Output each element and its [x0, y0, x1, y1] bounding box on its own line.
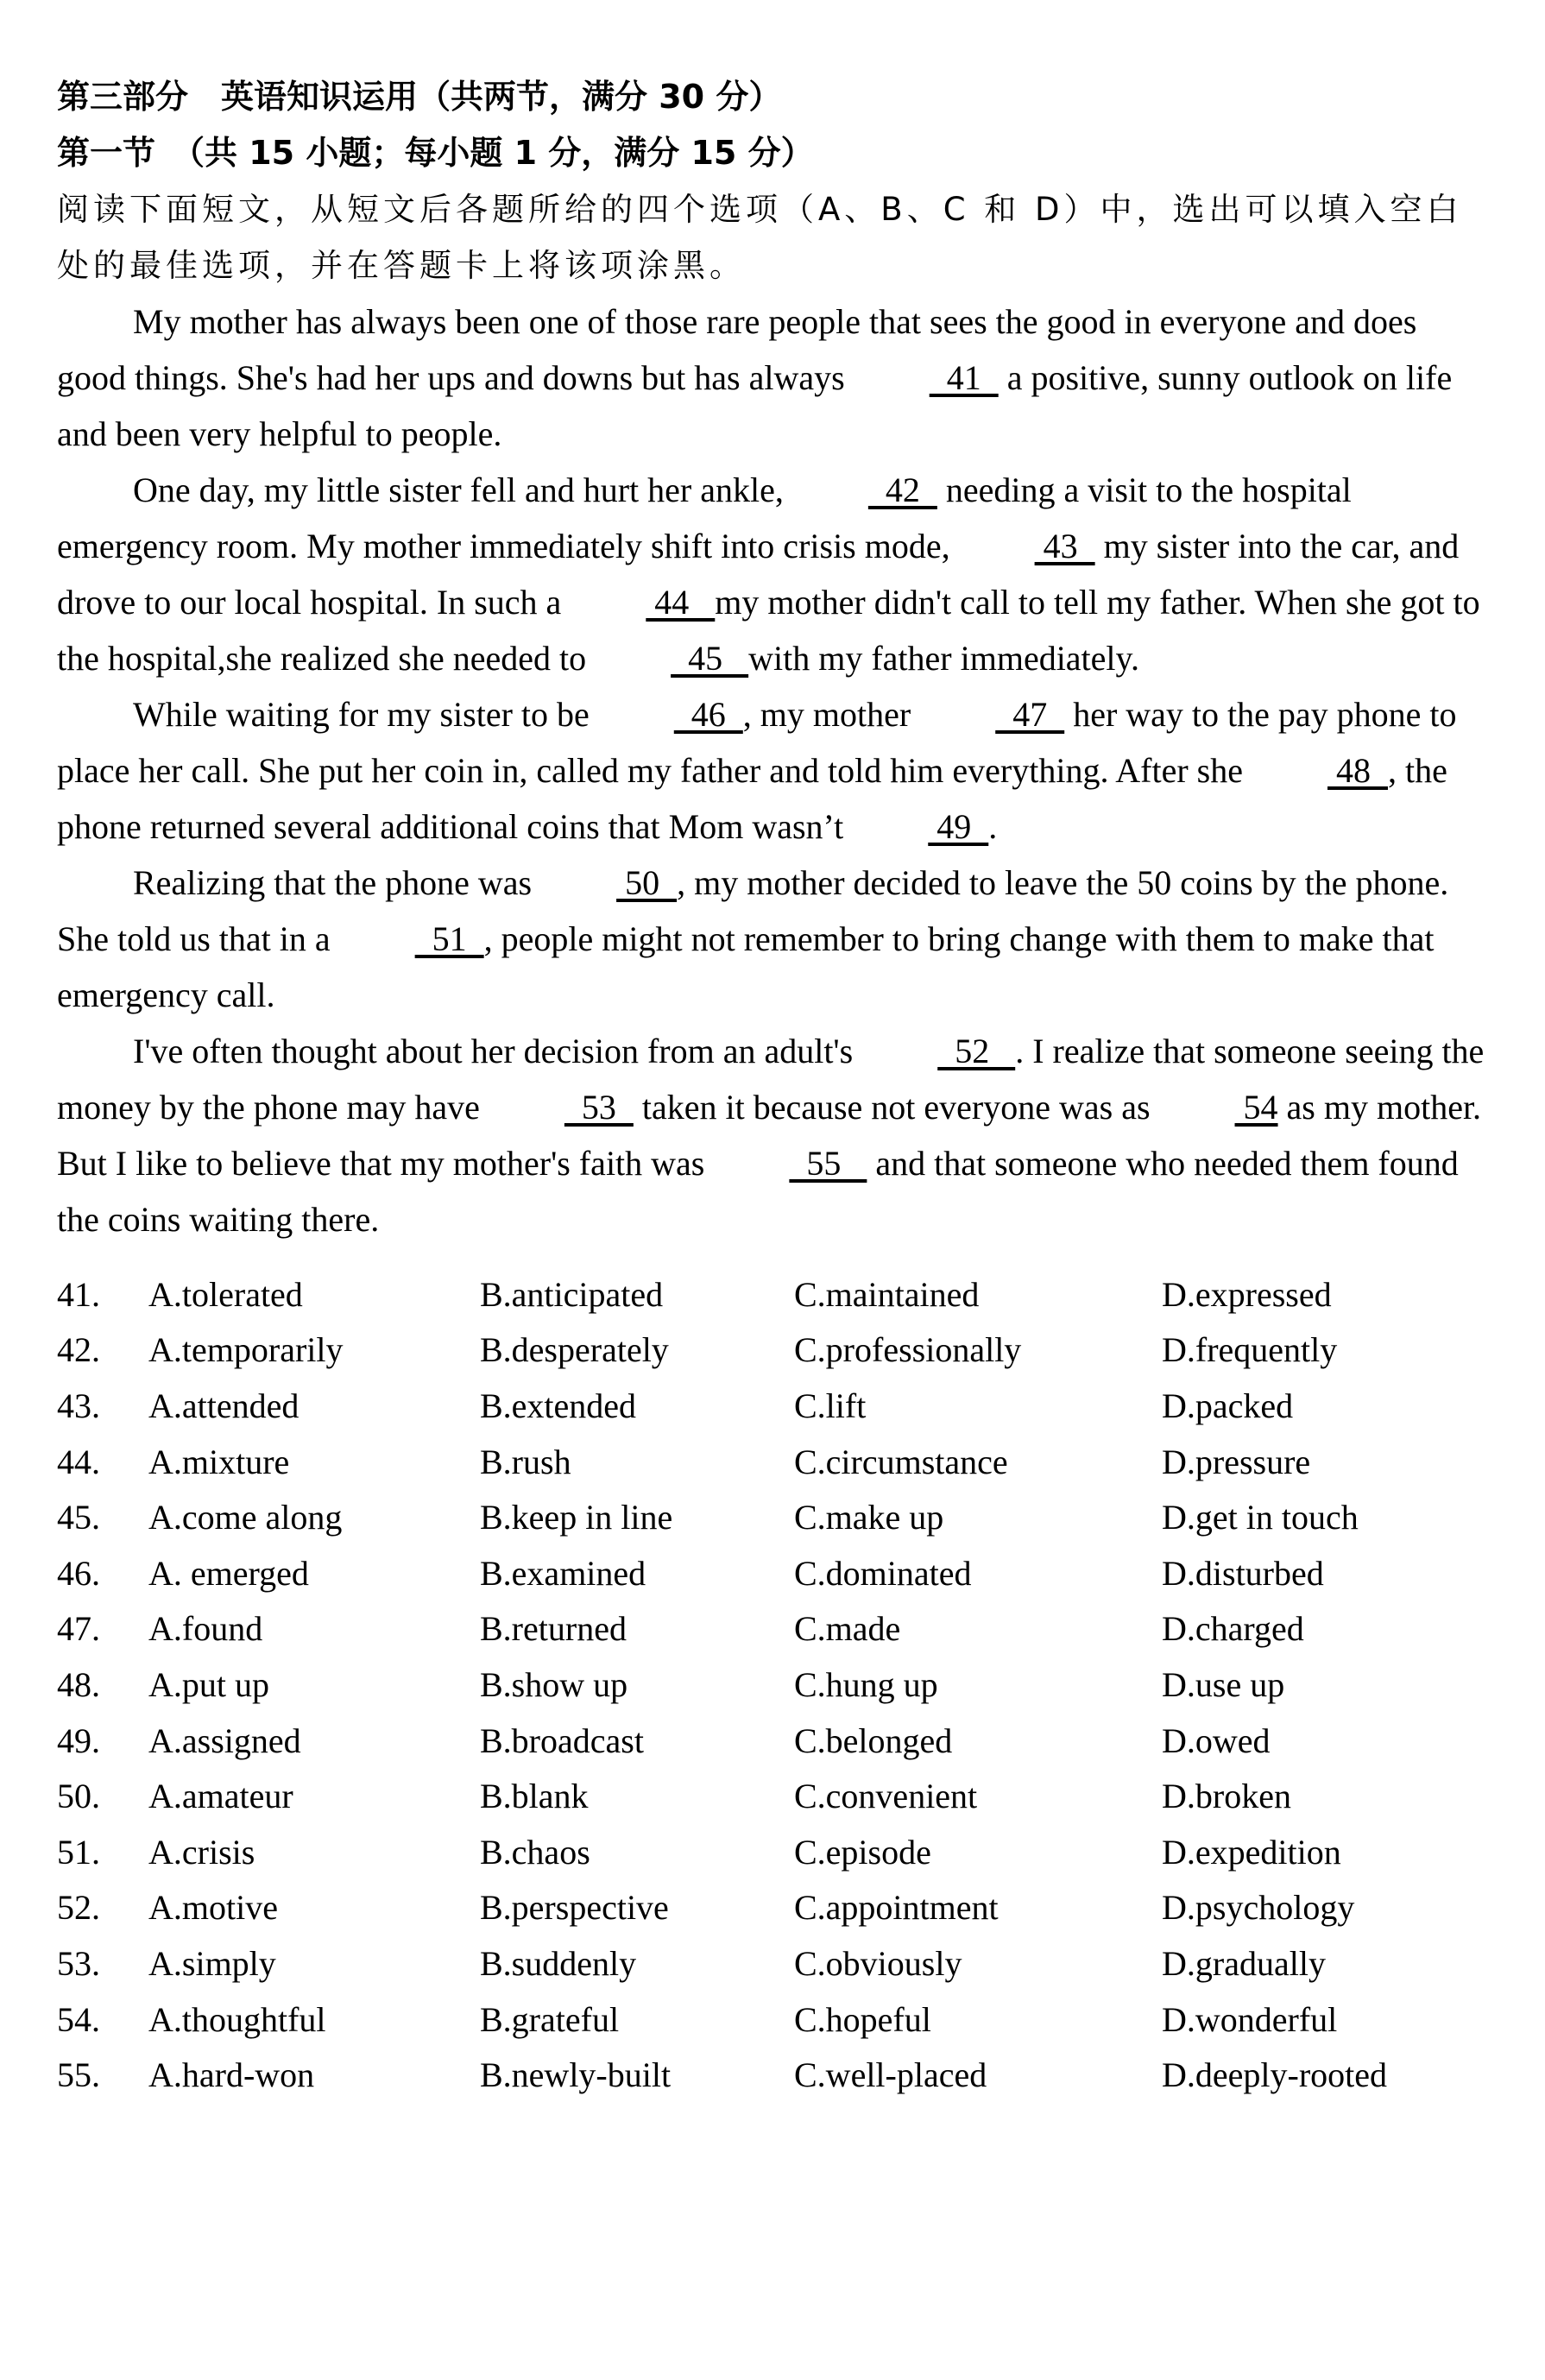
option-b[interactable]: B.desperately — [480, 1330, 669, 1370]
option-d[interactable]: D.expressed — [1162, 1274, 1332, 1314]
passage-paragraph — [57, 855, 1491, 1023]
option-c[interactable]: C.hopeful — [794, 1999, 931, 2039]
cloze-passage — [57, 294, 1491, 1247]
option-b[interactable]: B.anticipated — [480, 1274, 664, 1314]
option-b[interactable]: B.extended — [480, 1386, 637, 1425]
question-options-row — [57, 1657, 1491, 1713]
option-d[interactable]: D.get in touch — [1162, 1498, 1359, 1537]
question-options-row — [57, 1434, 1491, 1490]
question-number: 41. — [57, 1274, 100, 1314]
option-a[interactable]: A.mixture — [148, 1442, 290, 1481]
passage-text: and that someone who needed them found the coins waiting there. — [57, 1144, 1459, 1239]
option-d[interactable]: D.packed — [1162, 1386, 1294, 1425]
option-d[interactable]: D.gradually — [1162, 1943, 1326, 1983]
option-b[interactable]: B.show up — [480, 1664, 628, 1704]
passage-text: I've often thought about her decision from an adult's — [133, 1032, 862, 1070]
option-d[interactable]: D.expedition — [1162, 1832, 1341, 1872]
question-options-row — [57, 1824, 1491, 1880]
question-options-row — [57, 1992, 1491, 2048]
option-a[interactable]: A.amateur — [148, 1777, 293, 1816]
answer-blank: 47 — [995, 695, 1065, 734]
question-number: 46. — [57, 1553, 100, 1593]
option-b[interactable]: B.suddenly — [480, 1943, 637, 1983]
question-options-row — [57, 1545, 1491, 1601]
option-d[interactable]: D.disturbed — [1162, 1553, 1324, 1593]
option-b[interactable]: B.rush — [480, 1442, 571, 1481]
option-b[interactable]: B.newly-built — [480, 2055, 672, 2095]
option-c[interactable]: C.obviously — [794, 1943, 962, 1983]
passage-text: , my mother — [742, 695, 920, 734]
passage-paragraph — [57, 1023, 1491, 1247]
option-a[interactable]: A.temporarily — [148, 1330, 344, 1370]
answer-blank: 55 — [789, 1144, 867, 1183]
passage-paragraph — [57, 462, 1491, 686]
question-options-row — [57, 1880, 1491, 1936]
option-a[interactable]: A.assigned — [148, 1720, 301, 1760]
option-d[interactable]: D.broken — [1162, 1777, 1291, 1816]
passage-text: , people might not remember to bring change with them to make that emergency call. — [57, 919, 1435, 1014]
answer-blank: 53 — [564, 1088, 634, 1127]
question-number: 44. — [57, 1442, 100, 1481]
option-c[interactable]: C.circumstance — [794, 1442, 1008, 1481]
option-c[interactable]: C.convenient — [794, 1777, 978, 1816]
answer-blank: 46 — [673, 695, 743, 734]
question-number: 54. — [57, 1999, 100, 2039]
question-options-row — [57, 1323, 1491, 1379]
passage-text: While waiting for my sister to be — [133, 695, 598, 734]
option-d[interactable]: D.owed — [1162, 1720, 1271, 1760]
question-number: 50. — [57, 1777, 100, 1816]
passage-text: taken it because not everyone was as — [633, 1088, 1159, 1127]
question-options-row — [57, 1713, 1491, 1769]
option-b[interactable]: B.perspective — [480, 1888, 669, 1928]
passage-text: . I realize that someone seeing the money by the phone may have — [57, 1032, 1485, 1127]
answer-blank: 44 — [646, 583, 716, 622]
answer-blank: 50 — [616, 863, 678, 902]
option-b[interactable]: B.blank — [480, 1777, 589, 1816]
passage-text: , my mother decided to leave the 50 coins by the phone. She told us that in a — [57, 863, 1449, 958]
question-options-row — [57, 1489, 1491, 1545]
question-options-row — [57, 1601, 1491, 1657]
options-list — [57, 1266, 1491, 2103]
option-c[interactable]: C.dominated — [794, 1553, 972, 1593]
option-a[interactable]: A.attended — [148, 1386, 300, 1425]
option-d[interactable]: D.deeply-rooted — [1162, 2055, 1388, 2095]
answer-blank: 48 — [1327, 751, 1388, 790]
question-number: 51. — [57, 1832, 100, 1872]
question-number: 42. — [57, 1330, 100, 1370]
option-b[interactable]: B.grateful — [480, 1999, 620, 2039]
question-number: 43. — [57, 1386, 100, 1425]
option-a[interactable]: A.put up — [148, 1664, 269, 1704]
answer-blank: 49 — [928, 807, 989, 846]
section-title: 第一节 （共 15 小题；每小题 1 分，满分 15 分） — [57, 134, 814, 172]
option-b[interactable]: B.examined — [480, 1553, 646, 1593]
option-a[interactable]: A.thoughtful — [148, 1999, 326, 2039]
answer-blank: 54 — [1234, 1088, 1278, 1127]
option-a[interactable]: A.come along — [148, 1498, 343, 1537]
option-c[interactable]: C.lift — [794, 1386, 867, 1425]
option-c[interactable]: C.professionally — [794, 1330, 1022, 1370]
passage-text: , the phone returned several additional coins that Mom wasn’t — [57, 751, 1447, 846]
question-options-row — [57, 1266, 1491, 1323]
question-number: 49. — [57, 1720, 100, 1760]
passage-text: my sister into the car, and drove to our local hospital. In such a — [57, 527, 1460, 622]
passage-text: her way to the pay phone to place her call. She put her coin in, called my father and told him everything. After she — [57, 695, 1457, 790]
option-b[interactable]: B.chaos — [480, 1832, 590, 1872]
passage-paragraph — [57, 294, 1491, 462]
question-options-row — [57, 1768, 1491, 1824]
passage-text: My mother has always been one of those rare people that sees the good in everyone and does good things. She's had her ups and downs but has always — [57, 302, 1417, 397]
option-d[interactable]: D.use up — [1162, 1664, 1285, 1704]
passage-text: my mother didn't call to tell my father. When she got to the hospital,she realized she needed to — [57, 583, 1480, 678]
passage-text: as my mother. But I like to believe that my mother's faith was — [57, 1088, 1482, 1183]
question-options-row — [57, 2047, 1491, 2103]
option-c[interactable]: C.maintained — [794, 1274, 980, 1314]
passage-text: needing a visit to the hospital emergency room. My mother immediately shift into crisis mode, — [57, 470, 1352, 565]
option-d[interactable]: D.wonderful — [1162, 1999, 1338, 2039]
option-b[interactable]: B.returned — [480, 1609, 627, 1649]
question-number: 47. — [57, 1609, 100, 1649]
question-options-row — [57, 1378, 1491, 1434]
option-c[interactable]: C.belonged — [794, 1720, 953, 1760]
instructions: 阅读下面短文，从短文后各题所给的四个选项（A、B、C 和 D）中，选出可以填入空白处的最佳选项，并在答题卡上将该项涂黑。 — [57, 191, 1463, 284]
option-a[interactable]: A.crisis — [148, 1832, 255, 1872]
option-a[interactable]: A.found — [148, 1609, 263, 1649]
passage-text: a positive, sunny outlook on life and been very helpful to people. — [57, 358, 1453, 453]
question-number: 55. — [57, 2055, 100, 2095]
option-d[interactable]: D.psychology — [1162, 1888, 1355, 1928]
option-a[interactable]: A.simply — [148, 1943, 276, 1983]
option-b[interactable]: B.keep in line — [480, 1498, 673, 1537]
answer-blank: 45 — [671, 639, 749, 678]
option-c[interactable]: C.make up — [794, 1498, 944, 1537]
option-d[interactable]: D.pressure — [1162, 1442, 1311, 1481]
answer-blank: 42 — [867, 470, 937, 509]
question-options-row — [57, 1935, 1491, 1992]
option-d[interactable]: D.charged — [1162, 1609, 1304, 1649]
option-c[interactable]: C.hung up — [794, 1664, 938, 1704]
question-number: 45. — [57, 1498, 100, 1537]
question-number: 53. — [57, 1943, 100, 1983]
option-c[interactable]: C.episode — [794, 1832, 931, 1872]
option-a[interactable]: A. emerged — [148, 1553, 309, 1593]
part-title: 第三部分 英语知识运用（共两节，满分 30 分） — [57, 78, 782, 116]
question-number: 52. — [57, 1888, 100, 1928]
answer-blank: 41 — [929, 358, 999, 397]
option-a[interactable]: A.tolerated — [148, 1274, 303, 1314]
option-a[interactable]: A.hard-won — [148, 2055, 315, 2095]
question-number: 48. — [57, 1664, 100, 1704]
answer-blank: 51 — [414, 919, 484, 958]
passage-text: . — [988, 807, 998, 846]
option-d[interactable]: D.frequently — [1162, 1330, 1338, 1370]
option-c[interactable]: C.made — [794, 1609, 901, 1649]
option-a[interactable]: A.motive — [148, 1888, 278, 1928]
option-c[interactable]: C.appointment — [794, 1888, 999, 1928]
passage-text: Realizing that the phone was — [133, 863, 541, 902]
answer-blank: 43 — [1034, 527, 1095, 565]
passage-paragraph — [57, 686, 1491, 855]
option-c[interactable]: C.well-placed — [794, 2055, 987, 2095]
answer-blank: 52 — [937, 1032, 1016, 1070]
passage-text: with my father immediately. — [748, 639, 1139, 678]
option-b[interactable]: B.broadcast — [480, 1720, 644, 1760]
passage-text: One day, my little sister fell and hurt her ankle, — [133, 470, 792, 509]
